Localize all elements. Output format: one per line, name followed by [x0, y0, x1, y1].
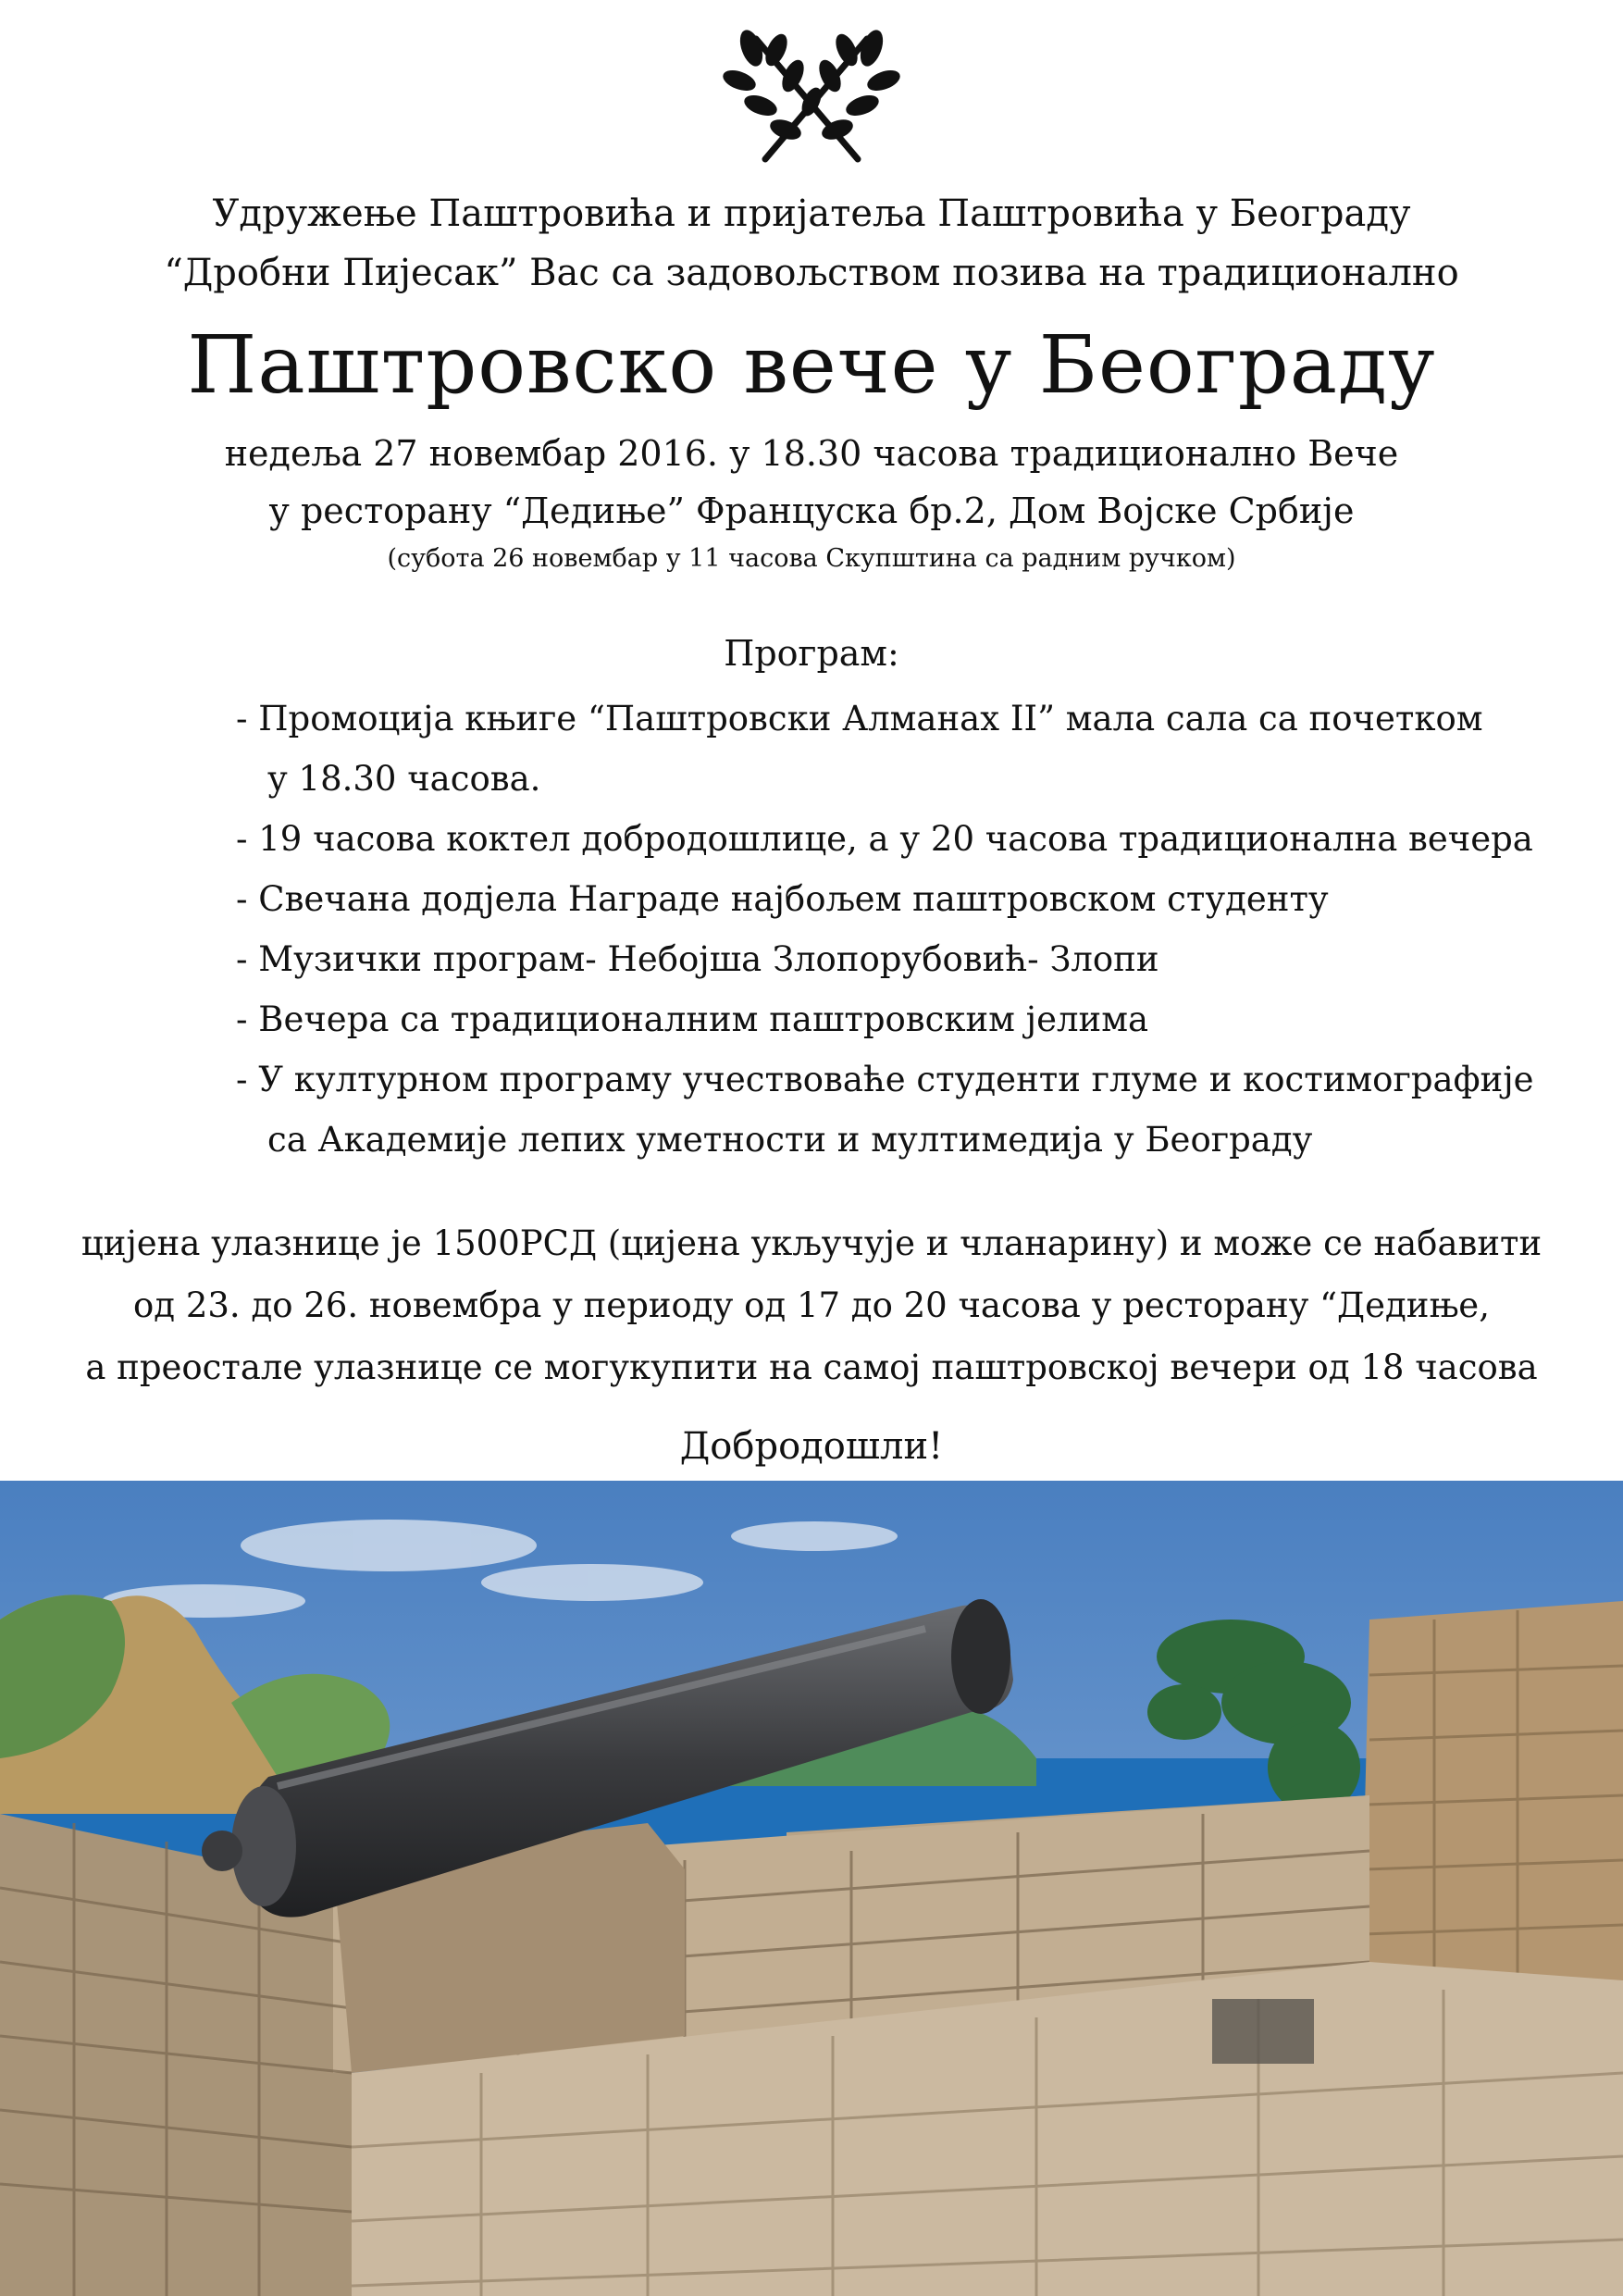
cannon-painting-image	[0, 1481, 1623, 2296]
program-item: - У културном програму учествоваће студенти глуме и костимографије	[236, 1060, 1534, 1099]
welcome-text: Добродошли!	[679, 1425, 944, 1468]
program-item: - Свечана додјела Награде најбољем паштровском студенту	[236, 879, 1329, 919]
program-item: - Вечера са традиционалним паштровским јелима	[236, 999, 1149, 1039]
page-title: Паштровско вече у Београду	[187, 319, 1436, 412]
program-item: - Музички програм- Небојша Злопорубовић- Злопи	[236, 939, 1159, 979]
organization-line-2: “Дробни Пијесак” Вас са задовољством позива на традиционално	[164, 252, 1459, 294]
program-item: - Промоција књиге “Паштровски Алманах II” мала сала са почетком	[236, 699, 1483, 738]
program-item: у 18.30 часова.	[267, 759, 541, 799]
laurel-branches-icon	[719, 20, 904, 168]
program-item: са Академије лепих уметности и мултимедија у Београду	[267, 1120, 1313, 1160]
program-heading: Програм:	[724, 633, 899, 674]
ticket-info-line-3: а преостале улазнице се могукупити на самој паштровској вечери од 18 часова	[85, 1347, 1538, 1387]
event-venue: у ресторану “Дедиње” Француска бр.2, Дом Војске Србије	[268, 490, 1355, 531]
ticket-info-line-1: цијена улазнице је 1500РСД (цијена укључује и чланарину) и може се набавити	[81, 1223, 1542, 1263]
assembly-note: (субота 26 новембар у 11 часова Скупштина са радним ручком)	[387, 544, 1236, 573]
organization-line-1: Удружење Паштровића и пријатеља Паштровића у Београду	[212, 192, 1411, 235]
program-item: - 19 часова коктел добродошлице, а у 20 часова традиционална вечера	[236, 819, 1533, 859]
program-list	[236, 696, 1534, 1177]
ticket-info-line-2: од 23. до 26. новембра у периоду од 17 до 20 часова у ресторану “Дедиње,	[133, 1285, 1490, 1325]
event-date: недеља 27 новембар 2016. у 18.30 часова традиционално Вече	[224, 433, 1399, 474]
